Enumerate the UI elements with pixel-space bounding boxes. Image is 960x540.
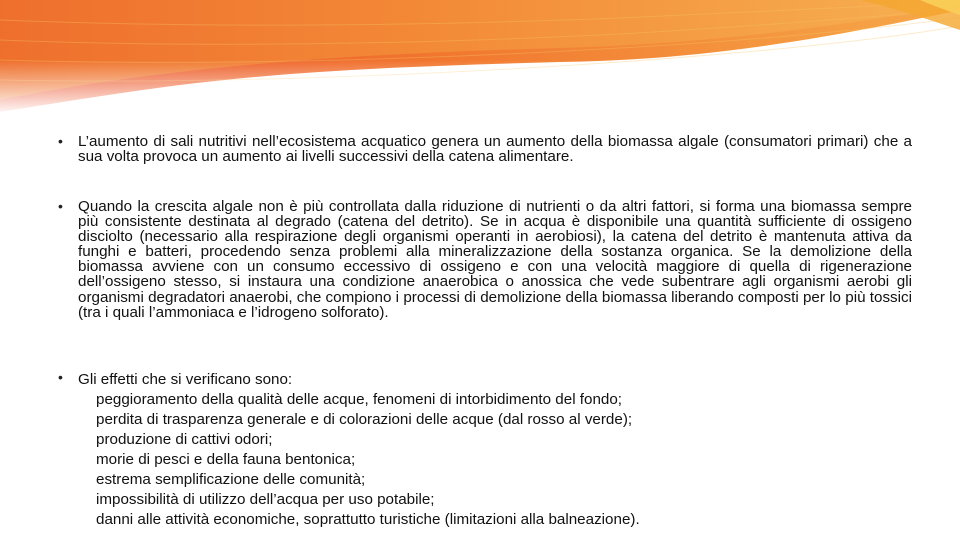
orange-wave-decoration bbox=[0, 0, 960, 115]
list-item: impossibilità di utilizzo dell’acqua per uso potabile; bbox=[96, 491, 435, 508]
list-item: estrema semplificazione delle comunità; bbox=[96, 471, 366, 488]
bullet-text: Gli effetti che si verificano sono: bbox=[78, 371, 293, 388]
list-item: danni alle attività economiche, soprattutto turistiche (limitazioni alla balneazione). bbox=[96, 511, 640, 528]
list-item: produzione di cattivi odori; bbox=[96, 431, 273, 448]
effects-list bbox=[58, 390, 912, 530]
list-item: peggioramento della qualità delle acque, fenomeni di intorbidimento del fondo; bbox=[96, 391, 623, 408]
list-item: perdita di trasparenza generale e di colorazioni delle acque (dal rosso al verde); bbox=[96, 411, 633, 428]
bullet-marker: • bbox=[58, 198, 63, 214]
list-item: morie di pesci e della fauna bentonica; bbox=[96, 451, 356, 468]
bullet-item bbox=[58, 134, 912, 164]
bullet-item bbox=[58, 370, 912, 530]
bullet-text: L’aumento di sali nutritivi nell’ecosistema acquatico genera un aumento della biomassa algale (consumatori primari) che a sua volta provoca un aumento ai livelli successivi della catena alimentare. bbox=[78, 133, 912, 166]
bullet-marker: • bbox=[58, 369, 63, 385]
bullet-item bbox=[58, 199, 912, 320]
bullet-marker: • bbox=[58, 133, 63, 149]
bullet-text: Quando la crescita algale non è più controllata dalla riduzione di nutrienti o da altri fattori, si forma una biomassa sempre più consistente destinata al degrado (catena del detrito). Se in acqua è disponibile una quantità sufficiente di ossigeno disciolto (necessario alla respirazione degli organismi operanti in aerobiosi), la catena del detrito è mantenuta attiva da funghi e batteri, procedendo senza problemi alla mineralizzazione della sostanza organica. Se la demolizione della biomassa avviene con un consumo eccessivo di ossigeno e con una velocità maggiore di quella di rigenerazione dell’ossigeno stesso, si instaura una condizione anaerobica o anossica che vede subentrare agli organismi aerobi gli organismi degradatori anaerobi, che compiono i processi di demolizione della biomassa liberando composti per lo più tossici (tra i quali l’ammoniaca e l’idrogeno solforato). bbox=[78, 198, 912, 321]
